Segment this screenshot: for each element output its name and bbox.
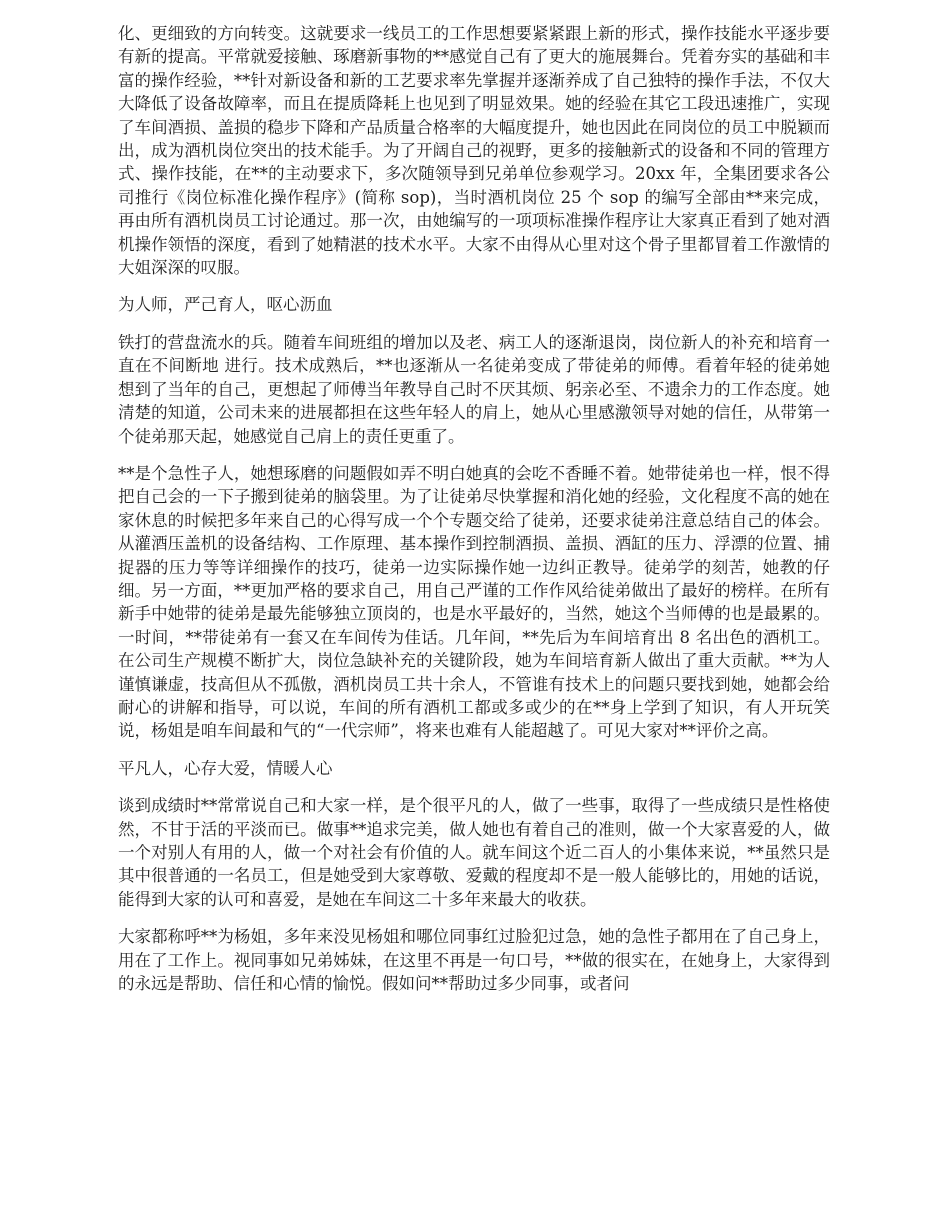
body-paragraph-3: **是个急性子人，她想琢磨的问题假如弄不明白她真的会吃不香睡不着。她带徒弟也一样，恨不得把自己会的一下子搬到徒弟的脑袋里。为了让徒弟尽快掌握和消化她的经验，文化程度不高的她在家休息的时候把多年来自己的心得写成一个个专题交给了徒弟，还要求徒弟注意总结自己的体会。从灌酒压盖机的设备结构、工作原理、基本操作到控制酒损、盖损、酒缸的压力、浮漂的位置、捕捉器的压力等等详细操作的技巧，徒弟一边实际操作她一边纠正教导。徒弟学的刻苦，她教的仔细。另一方面，**更加严格的要求自己，用自己严谨的工作作风给徒弟做出了最好的榜样。在所有新手中她带的徒弟是最先能够独立顶岗的，也是水平最好的，当然，她这个当师傅的也是最累的。一时间，**带徒弟有一套又在车间传为佳话。几年间，**先后为车间培育出 8 名出色的酒机工。在公司生产规模不断扩大，岗位急缺补充的关键阶段，她为车间培育新人做出了重大贡献。**为人谨慎谦虚，技高但从不孤傲，酒机岗员工共十余人，不管谁有技术上的问题只要找到她，她都会给耐心的讲解和指导，可以说，车间的所有酒机工都或多或少的在**身上学到了知识，有人开玩笑说，杨姐是咱车间最和气的“一代宗师”，将来也难有人能超越了。可见大家对**评价之高。 bbox=[118, 463, 830, 741]
body-paragraph-4: 谈到成绩时**常常说自己和大家一样，是个很平凡的人，做了一些事，取得了一些成绩只是性格使然，不甘于活的平淡而已。做事**追求完美，做人她也有着自己的准则，做一个大家喜爱的人，做一个对别人有用的人，做一个对社会有价值的人。就车间这个近二百人的小集体来说，**虽然只是其中很普通的一名员工，但是她受到大家尊敬、爱戴的程度却不是一般人能够比的，用她的话说，能得到大家的认可和喜爱，是她在车间这二十多年来最大的收获。 bbox=[118, 796, 830, 909]
section-heading-ordinary: 平凡人，心存大爱，情暖人心 bbox=[118, 758, 333, 778]
body-paragraph-5: 大家都称呼**为杨姐，多年来没见杨姐和哪位同事红过脸犯过急，她的急性子都用在了自己身上，用在了工作上。视同事如兄弟姊妹，在这里不再是一句口号，**做的很实在，在她身上，大家得到的永远是帮助、信任和心情的愉悦。假如问**帮助过多少同事，或者问 bbox=[118, 927, 830, 994]
body-paragraph-1: 化、更细致的方向转变。这就要求一线员工的工作思想要紧紧跟上新的形式，操作技能水平逐步要有新的提高。平常就爱接触、琢磨新事物的**感觉自己有了更大的施展舞台。凭着夯实的基础和丰富的操作经验，**针对新设备和新的工艺要求率先掌握并逐渐养成了自己独特的操作手法，不仅大大降低了设备故障率，而且在提质降耗上也见到了明显效果。她的经验在其它工段迅速推广，实现了车间酒损、盖损的稳步下降和产品质量合格率的大幅度提升，她也因此在同岗位的员工中脱颖而出，成为酒机岗位突出的技术能手。为了开阔自己的视野，更多的接触新式的设备和不同的管理方式、操作技能，在**的主动要求下，多次随领导到兄弟单位参观学习。20xx 年，全集团要求各公司推行《岗位标准化操作程序》(简称 sop)，当时酒机岗位 25 个 sop 的编写全部由**来完成，再由所有酒机岗员工讨论通过。那一次，由她编写的一项项标准操作程序让大家真正看到了她对酒机操作领悟的深度，看到了她精湛的技术水平。大家不由得从心里对这个骨子里都冒着工作激情的大姐深深的叹服。 bbox=[118, 24, 830, 278]
body-paragraph-2: 铁打的营盘流水的兵。随着车间班组的增加以及老、病工人的逐渐退岗，岗位新人的补充和培育一直在不间断地 进行。技术成熟后，**也逐渐从一名徒弟变成了带徒弟的师傅。看着年轻的徒弟她想到了当年的自己，更想起了师傅当年教导自己时不厌其烦、躬亲必至、不遗余力的工作态度。她清楚的知道，公司未来的进展都担在这些年轻人的肩上，她从心里感激领导对她的信任，从带第一个徒弟那天起，她感觉自己肩上的责任更重了。 bbox=[118, 332, 830, 446]
section-heading-teacher: 为人师，严己育人，呕心沥血 bbox=[118, 295, 333, 315]
